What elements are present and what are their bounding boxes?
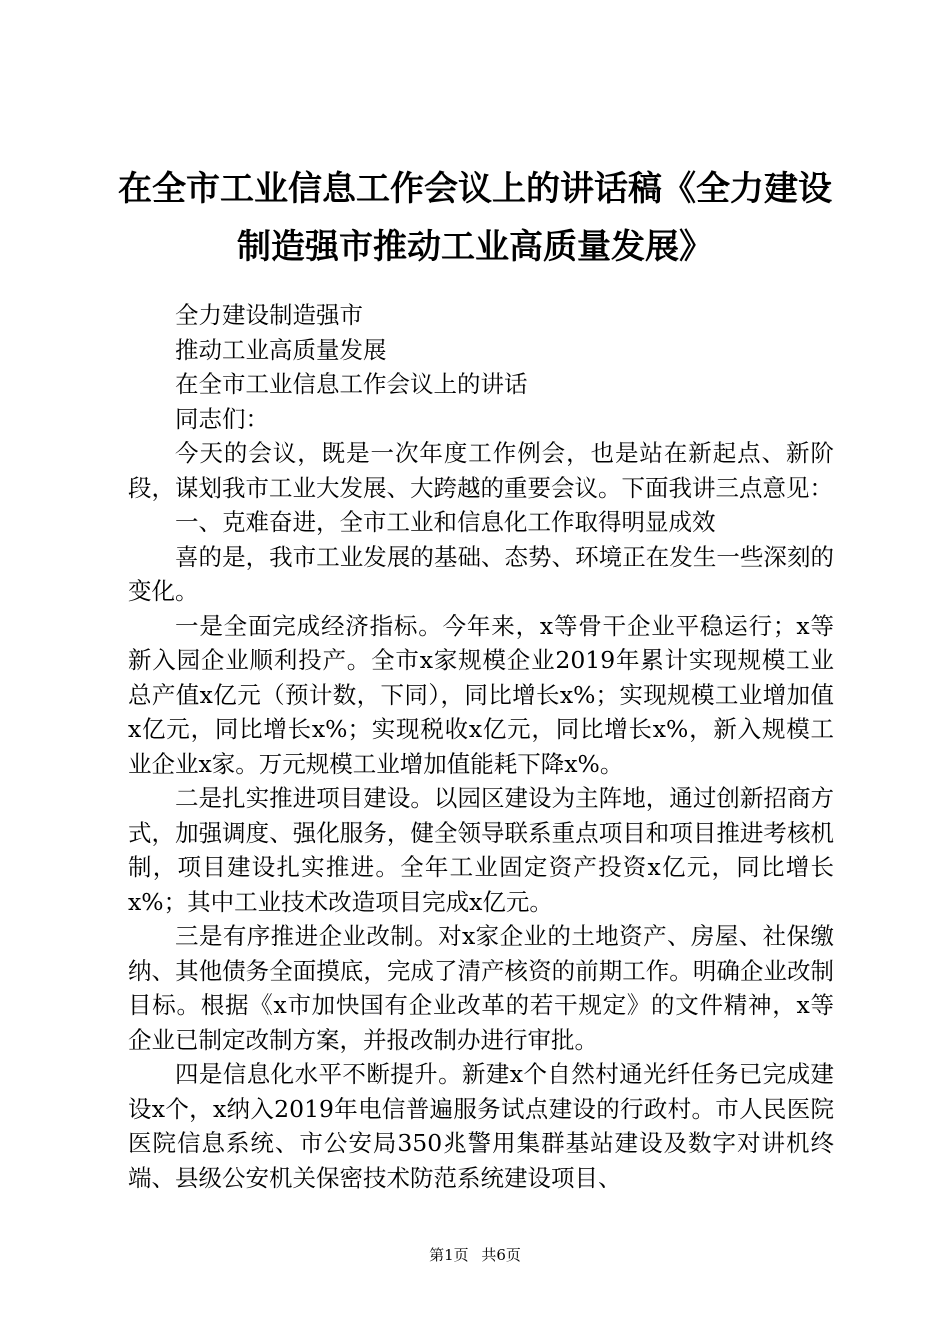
document-body [128, 298, 834, 1195]
section-heading: 一、克难奋进，全市工业和信息化工作取得明显成效 [175, 508, 716, 536]
document-title: 在全市工业信息工作会议上的讲话稿《全力建设制造强市推动工业高质量发展》 [118, 169, 832, 267]
salutation: 同志们： [175, 404, 269, 433]
subtitle-line-1: 全力建设制造强市 [175, 301, 363, 329]
page-number: 第1页 [429, 1246, 469, 1264]
paragraph: 一是全面完成经济指标。今年来，x等骨干企业平稳运行；x等新入园企业顺利投产。全市x家规模企业2019年累计实现规模工业总产值x亿元（预计数，下同），同比增长x%；实现规模工业增加值x亿元，同比增长x%；实现税收x亿元，同比增长x%，新入规模工业企业x家。万元规模工业增加值能耗下降x%。 [128, 611, 834, 778]
subtitle-line-3: 在全市工业信息工作会议上的讲话 [175, 370, 528, 398]
subtitle-line-2: 推动工业高质量发展 [175, 335, 387, 364]
paragraph: 二是扎实推进项目建设。以园区建设为主阵地，通过创新招商方式，加强调度、强化服务，健全领导联系重点项目和项目推进考核机制，项目建设扎实推进。全年工业固定资产投资x亿元，同比增长x%；其中工业技术改造项目完成x亿元。 [128, 784, 834, 916]
paragraph: 三是有序推进企业改制。对x家企业的土地资产、房屋、社保缴纳、其他债务全面摸底，完成了清产核资的前期工作。明确企业改制目标。根据《x市加快国有企业改革的若干规定》的文件精神，x等企业已制定改制方案，并报改制办进行审批。 [128, 922, 834, 1054]
paragraph: 喜的是，我市工业发展的基础、态势、环境正在发生一些深刻的变化。 [128, 542, 834, 605]
page-footer [0, 1244, 950, 1265]
paragraph: 今天的会议，既是一次年度工作例会，也是站在新起点、新阶段，谋划我市工业大发展、大跨越的重要会议。下面我讲三点意见： [128, 439, 834, 502]
page-total: 共6页 [481, 1246, 521, 1264]
paragraph: 四是信息化水平不断提升。新建x个自然村通光纤任务已完成建设x个，x纳入2019年电信普遍服务试点建设的行政村。市人民医院医院信息系统、市公安局350兆警用集群基站建设及数字对讲机终端、县级公安机关保密技术防范系统建设项目、 [128, 1060, 834, 1192]
